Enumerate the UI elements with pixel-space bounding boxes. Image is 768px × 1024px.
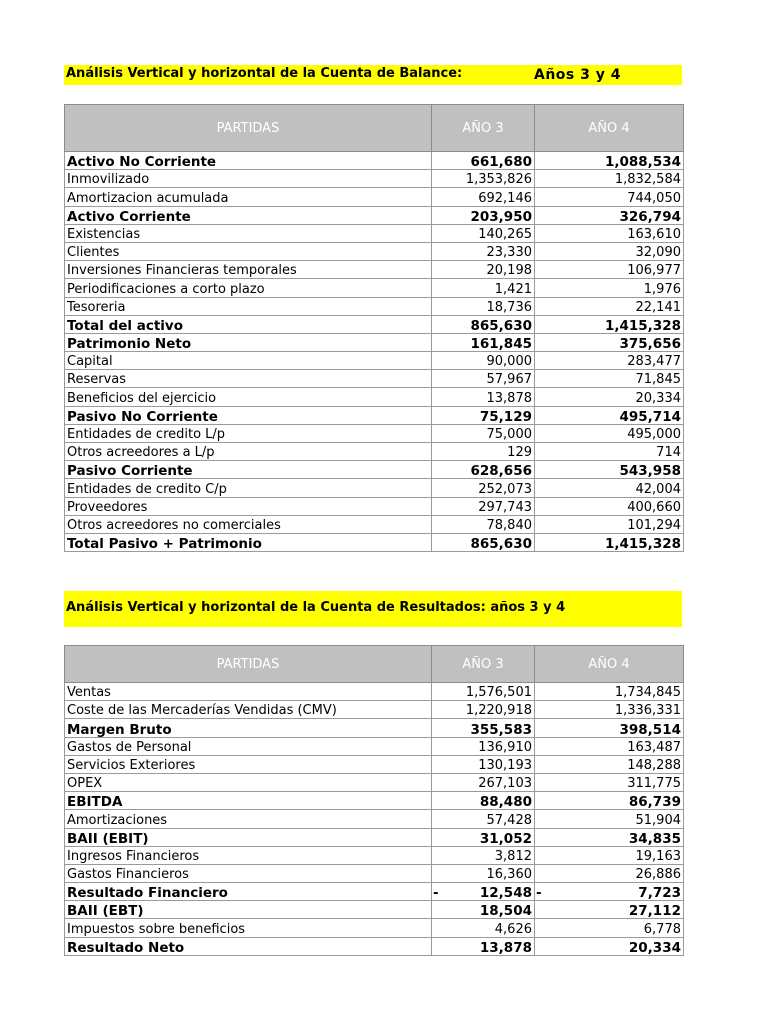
table-row (65, 846, 684, 864)
year-3-value-cell[interactable]: 140,265 (432, 224, 535, 242)
year-3-value-cell[interactable]: 297,743 (432, 497, 535, 515)
balance-years-label: Años 3 y 4 (534, 67, 621, 83)
year-4-value-cell[interactable]: 1,088,534 (535, 152, 684, 170)
year-4-value-cell[interactable]: 148,288 (535, 755, 684, 773)
row-label-cell[interactable]: Resultado Financiero (65, 883, 432, 901)
year-3-value-cell[interactable]: 57,428 (432, 810, 535, 828)
year-3-value-cell[interactable]: 75,129 (432, 406, 535, 424)
year-3-value-cell[interactable]: 88,480 (432, 792, 535, 810)
year-4-value-cell[interactable]: 20,334 (535, 937, 684, 955)
year-4-value-cell[interactable]: 1,976 (535, 279, 684, 297)
negative-sign: - (536, 885, 542, 901)
year-4-value-cell[interactable]: 375,656 (535, 333, 684, 351)
row-label-cell[interactable]: Capital (65, 352, 432, 370)
table-row (65, 152, 684, 170)
table-row (65, 719, 684, 737)
cell-value: 7,723 (638, 885, 681, 901)
row-label-cell[interactable]: Pasivo No Corriente (65, 406, 432, 424)
row-label-cell[interactable]: Pasivo Corriente (65, 461, 432, 479)
table-row (65, 352, 684, 370)
year-4-value-cell[interactable]: 543,958 (535, 461, 684, 479)
year-3-value-cell[interactable]: 136,910 (432, 737, 535, 755)
year-4-value-cell[interactable]: 495,714 (535, 406, 684, 424)
row-label-cell[interactable]: Reservas (65, 370, 432, 388)
year-4-value-cell[interactable]: 51,904 (535, 810, 684, 828)
year-4-value-cell[interactable]: 106,977 (535, 261, 684, 279)
year-3-value-cell[interactable]: 18,504 (432, 901, 535, 919)
year-4-value-cell[interactable]: 101,294 (535, 515, 684, 533)
table-row (65, 937, 684, 955)
table-row (65, 737, 684, 755)
year-4-value-cell[interactable]: 32,090 (535, 242, 684, 260)
table-row (65, 424, 684, 442)
table-row (65, 683, 684, 701)
year-4-value-cell[interactable]: 1,734,845 (535, 683, 684, 701)
year-3-value-cell[interactable]: 203,950 (432, 206, 535, 224)
year-4-value-cell[interactable]: 1,415,328 (535, 315, 684, 333)
table-row (65, 224, 684, 242)
row-label-cell[interactable]: OPEX (65, 773, 432, 791)
row-label-cell[interactable]: Proveedores (65, 497, 432, 515)
row-label-cell[interactable]: Impuestos sobre beneficios (65, 919, 432, 937)
table-row (65, 515, 684, 533)
year-3-value-cell[interactable]: 90,000 (432, 352, 535, 370)
row-label-cell[interactable]: Entidades de credito C/p (65, 479, 432, 497)
year-3-value-cell[interactable]: 57,967 (432, 370, 535, 388)
year-3-value-cell[interactable]: 1,353,826 (432, 170, 535, 188)
table-row (65, 279, 684, 297)
table-row (65, 701, 684, 719)
negative-sign: - (433, 885, 439, 901)
table-row (65, 810, 684, 828)
year-4-value-cell[interactable]: 34,835 (535, 828, 684, 846)
row-label-cell[interactable]: Resultado Neto (65, 937, 432, 955)
year-4-value-cell[interactable]: 714 (535, 443, 684, 461)
row-label-cell[interactable]: Servicios Exteriores (65, 755, 432, 773)
year-4-value-cell[interactable]: 744,050 (535, 188, 684, 206)
table-row (65, 864, 684, 882)
row-label-cell[interactable]: Existencias (65, 224, 432, 242)
year-3-value-cell[interactable]: 129 (432, 443, 535, 461)
year-4-value-cell[interactable]: 71,845 (535, 370, 684, 388)
year-3-value-cell[interactable] (432, 883, 535, 901)
row-label-cell[interactable]: Gastos de Personal (65, 737, 432, 755)
year-4-value-cell[interactable]: 400,660 (535, 497, 684, 515)
table-row (65, 919, 684, 937)
year-3-value-cell[interactable]: 628,656 (432, 461, 535, 479)
year-3-value-cell[interactable]: 865,630 (432, 315, 535, 333)
table-row (65, 497, 684, 515)
row-label-cell[interactable]: Ventas (65, 683, 432, 701)
year-4-value-cell[interactable]: 283,477 (535, 352, 684, 370)
year-4-value-cell[interactable]: 1,832,584 (535, 170, 684, 188)
table-row (65, 461, 684, 479)
table-row (65, 206, 684, 224)
table-row (65, 901, 684, 919)
table-row (65, 315, 684, 333)
row-label-cell[interactable]: Activo No Corriente (65, 152, 432, 170)
year-3-value-cell[interactable]: 23,330 (432, 242, 535, 260)
row-label-cell[interactable]: Total del activo (65, 315, 432, 333)
row-label-cell[interactable]: Entidades de credito L/p (65, 424, 432, 442)
year-3-value-cell[interactable]: 692,146 (432, 188, 535, 206)
year-4-value-cell[interactable]: 26,886 (535, 864, 684, 882)
year-4-value-cell[interactable]: 22,141 (535, 297, 684, 315)
year-3-value-cell[interactable]: 1,220,918 (432, 701, 535, 719)
year-3-value-cell[interactable]: 661,680 (432, 152, 535, 170)
year-4-value-cell[interactable]: 42,004 (535, 479, 684, 497)
table-row (65, 370, 684, 388)
table-row (65, 479, 684, 497)
row-label-cell[interactable]: Total Pasivo + Patrimonio (65, 533, 432, 551)
year-3-value-cell[interactable]: 130,193 (432, 755, 535, 773)
year-3-value-cell[interactable]: 18,736 (432, 297, 535, 315)
table-row (65, 297, 684, 315)
row-label-cell[interactable]: Inversiones Financieras temporales (65, 261, 432, 279)
row-label-cell[interactable]: Otros acreedores no comerciales (65, 515, 432, 533)
year-4-value-cell[interactable]: 163,610 (535, 224, 684, 242)
year-4-value-cell[interactable]: 311,775 (535, 773, 684, 791)
year-4-value-cell[interactable]: 20,334 (535, 388, 684, 406)
table-row (65, 388, 684, 406)
year-3-value-cell[interactable]: 1,576,501 (432, 683, 535, 701)
row-label-cell[interactable]: BAII (EBT) (65, 901, 432, 919)
table-row (65, 773, 684, 791)
header-partidas[interactable]: PARTIDAS (65, 105, 432, 152)
year-3-value-cell[interactable]: 865,630 (432, 533, 535, 551)
year-4-value-cell[interactable]: 86,739 (535, 792, 684, 810)
row-label-cell[interactable]: Clientes (65, 242, 432, 260)
row-label-cell[interactable]: EBITDA (65, 792, 432, 810)
row-label-cell[interactable]: Inmovilizado (65, 170, 432, 188)
year-3-value-cell[interactable]: 355,583 (432, 719, 535, 737)
header-year-3[interactable]: AÑO 3 (432, 105, 535, 152)
row-label-cell[interactable]: Activo Corriente (65, 206, 432, 224)
table-row (65, 242, 684, 260)
row-label-cell[interactable]: Gastos Financieros (65, 864, 432, 882)
results-title-bar (64, 591, 682, 627)
table-row (65, 755, 684, 773)
table-row (65, 883, 684, 901)
year-3-value-cell[interactable]: 267,103 (432, 773, 535, 791)
balance-title-bar (64, 65, 682, 85)
header-year-3[interactable]: AÑO 3 (432, 646, 535, 683)
row-label-cell[interactable]: Coste de las Mercaderías Vendidas (CMV) (65, 701, 432, 719)
table-row (65, 443, 684, 461)
year-3-value-cell[interactable]: 3,812 (432, 846, 535, 864)
row-label-cell[interactable]: Margen Bruto (65, 719, 432, 737)
year-4-value-cell[interactable]: 19,163 (535, 846, 684, 864)
table-row (65, 406, 684, 424)
cell-value: 12,548 (479, 885, 532, 901)
row-label-cell[interactable]: Patrimonio Neto (65, 333, 432, 351)
year-3-value-cell[interactable]: 75,000 (432, 424, 535, 442)
table-row (65, 170, 684, 188)
year-4-value-cell[interactable]: 163,487 (535, 737, 684, 755)
row-label-cell[interactable]: Ingresos Financieros (65, 846, 432, 864)
year-4-value-cell[interactable]: 1,336,331 (535, 701, 684, 719)
table-row (65, 333, 684, 351)
header-year-4[interactable]: AÑO 4 (535, 646, 684, 683)
row-label-cell[interactable]: Amortizacion acumulada (65, 188, 432, 206)
row-label-cell[interactable]: Periodificaciones a corto plazo (65, 279, 432, 297)
year-3-value-cell[interactable]: 16,360 (432, 864, 535, 882)
year-3-value-cell[interactable]: 252,073 (432, 479, 535, 497)
year-3-value-cell[interactable]: 13,878 (432, 937, 535, 955)
year-4-value-cell[interactable] (535, 883, 684, 901)
table-row (65, 828, 684, 846)
year-4-value-cell[interactable]: 495,000 (535, 424, 684, 442)
year-3-value-cell[interactable]: 31,052 (432, 828, 535, 846)
row-label-cell[interactable]: Beneficios del ejercicio (65, 388, 432, 406)
table-row (65, 533, 684, 551)
year-4-value-cell[interactable]: 398,514 (535, 719, 684, 737)
year-3-value-cell[interactable]: 4,626 (432, 919, 535, 937)
row-label-cell[interactable]: Tesoreria (65, 297, 432, 315)
year-4-value-cell[interactable]: 6,778 (535, 919, 684, 937)
row-label-cell[interactable]: Amortizaciones (65, 810, 432, 828)
row-label-cell[interactable]: Otros acreedores a L/p (65, 443, 432, 461)
header-year-4[interactable]: AÑO 4 (535, 105, 684, 152)
year-3-value-cell[interactable]: 161,845 (432, 333, 535, 351)
balance-table (64, 104, 684, 552)
table-row (65, 261, 684, 279)
results-title: Análisis Vertical y horizontal de la Cuenta de Resultados: años 3 y 4 (66, 600, 566, 615)
year-4-value-cell[interactable]: 326,794 (535, 206, 684, 224)
year-3-value-cell[interactable]: 1,421 (432, 279, 535, 297)
row-label-cell[interactable]: BAII (EBIT) (65, 828, 432, 846)
results-header-row (65, 646, 684, 683)
year-4-value-cell[interactable]: 27,112 (535, 901, 684, 919)
balance-title: Análisis Vertical y horizontal de la Cuenta de Balance: (66, 66, 463, 81)
year-3-value-cell[interactable]: 78,840 (432, 515, 535, 533)
year-3-value-cell[interactable]: 13,878 (432, 388, 535, 406)
year-4-value-cell[interactable]: 1,415,328 (535, 533, 684, 551)
table-row (65, 188, 684, 206)
balance-header-row (65, 105, 684, 152)
header-partidas[interactable]: PARTIDAS (65, 646, 432, 683)
results-table (64, 645, 684, 956)
table-row (65, 792, 684, 810)
year-3-value-cell[interactable]: 20,198 (432, 261, 535, 279)
